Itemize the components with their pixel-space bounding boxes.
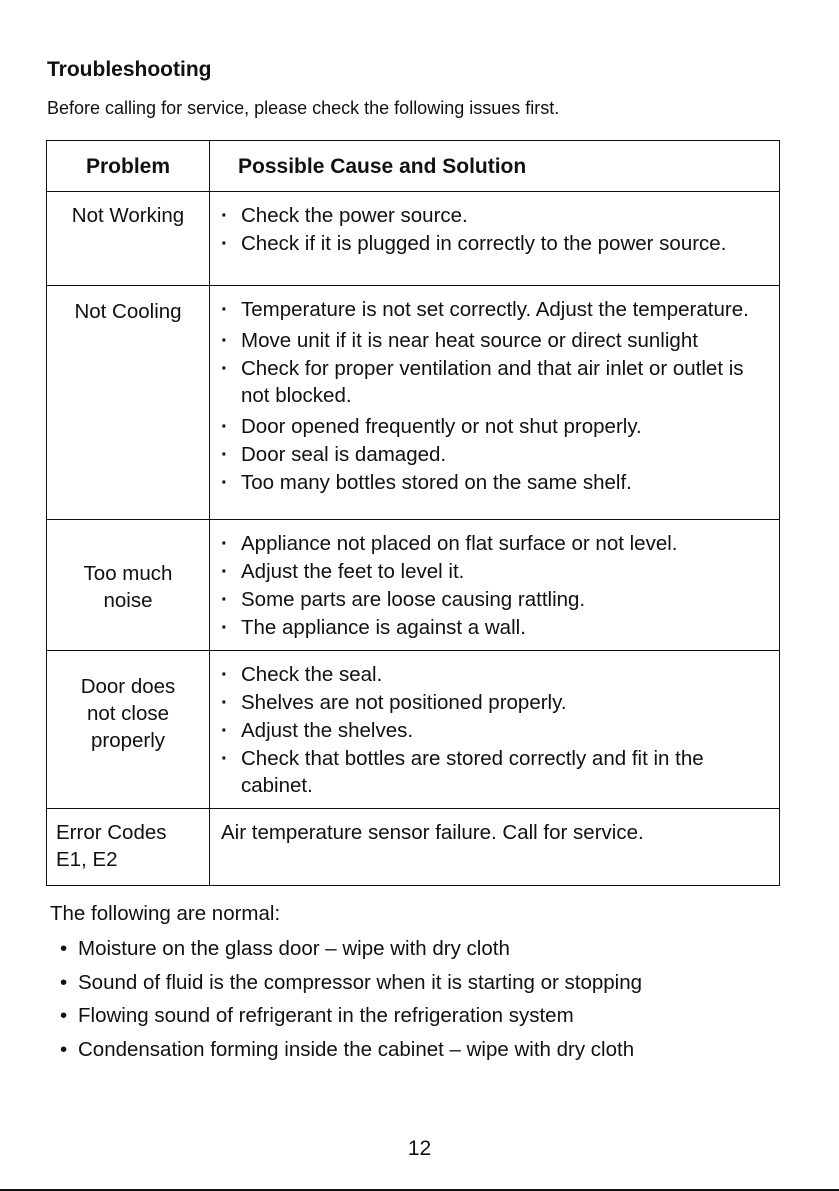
solution-list — [220, 202, 775, 257]
header-problem: Problem — [47, 141, 210, 192]
solution-list — [220, 530, 775, 641]
solution-item: · Some parts are loose causing rattling. — [220, 586, 775, 613]
problem-cell: Too much noise — [47, 520, 210, 651]
solution-cell — [210, 520, 780, 651]
solution-item: · Check the seal. — [220, 661, 775, 688]
solution-item: · Adjust the feet to level it. — [220, 558, 775, 585]
list-item: • Sound of fluid is the compressor when it is starting or stopping — [60, 966, 642, 1000]
page-number: 12 — [407, 1137, 432, 1160]
intro-text: Before calling for service, please check the following issues first. — [47, 98, 560, 118]
list-item: • Flowing sound of refrigerant in the refrigeration system — [60, 999, 642, 1033]
troubleshooting-table — [46, 140, 780, 886]
solution-item: · Door seal is damaged. — [220, 441, 775, 468]
solution-list — [220, 661, 775, 799]
problem-cell: Error Codes E1, E2 — [47, 809, 210, 886]
solution-cell: Air temperature sensor failure. Call for service. — [210, 809, 780, 886]
solution-item: · Check the power source. — [220, 202, 775, 229]
page-title: Troubleshooting — [47, 58, 212, 81]
solution-item: · Move unit if it is near heat source or direct sunlight — [220, 327, 775, 354]
solution-item: · Too many bottles stored on the same shelf. — [220, 469, 775, 496]
problem-cell: Door does not close properly — [47, 651, 210, 809]
problem-cell: Not Working — [47, 192, 210, 286]
table-row — [47, 809, 780, 886]
solution-cell — [210, 651, 780, 809]
header-cause: Possible Cause and Solution — [210, 141, 780, 192]
solution-item: · Adjust the shelves. — [220, 717, 775, 744]
solution-item: · Check for proper ventilation and that air inlet or outlet is not blocked. — [220, 355, 775, 409]
solution-item: · Door opened frequently or not shut properly. — [220, 413, 775, 440]
normal-intro: The following are normal: — [50, 902, 281, 925]
solution-item: · The appliance is against a wall. — [220, 614, 775, 641]
list-item: • Condensation forming inside the cabinet – wipe with dry cloth — [60, 1033, 642, 1067]
table-row — [47, 651, 780, 809]
list-item: • Moisture on the glass door – wipe with dry cloth — [60, 932, 642, 966]
problem-cell: Not Cooling — [47, 286, 210, 520]
solution-list — [220, 296, 775, 496]
solution-cell — [210, 192, 780, 286]
solution-item: · Shelves are not positioned properly. — [220, 689, 775, 716]
table-header-row — [47, 141, 780, 192]
table-row — [47, 192, 780, 286]
normal-list — [60, 932, 642, 1066]
table-row — [47, 286, 780, 520]
solution-item: · Check that bottles are stored correctly and fit in the cabinet. — [220, 745, 775, 799]
solution-item: · Check if it is plugged in correctly to the power source. — [220, 230, 775, 257]
solution-cell — [210, 286, 780, 520]
table-row — [47, 520, 780, 651]
solution-item: · Appliance not placed on flat surface or not level. — [220, 530, 775, 557]
solution-item: · Temperature is not set correctly. Adjust the temperature. — [220, 296, 775, 323]
